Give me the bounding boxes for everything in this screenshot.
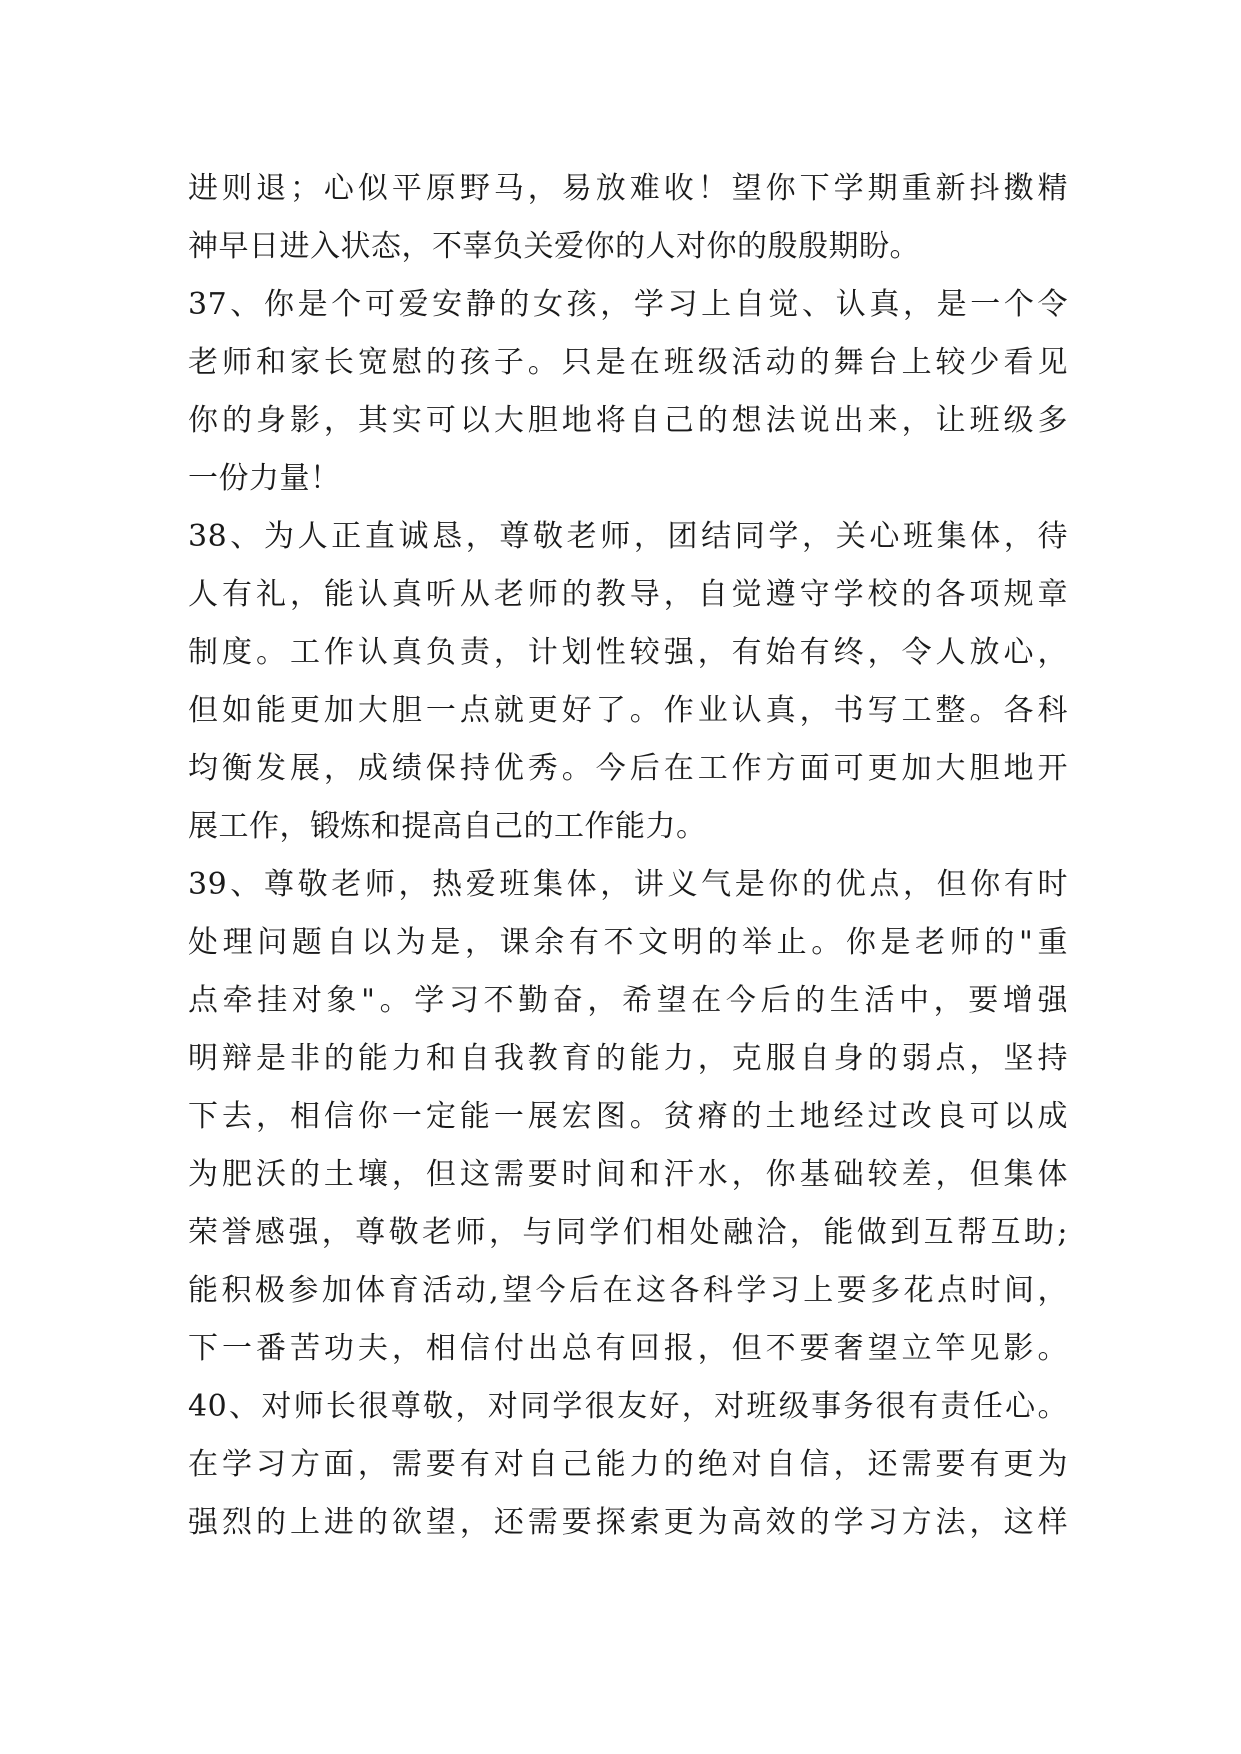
text-line: 37、你是个可爱安静的女孩，学习上自觉、认真，是一个令 xyxy=(188,287,1068,322)
text-line: 下去，相信你一定能一展宏图。贫瘠的土地经过改良可以成 xyxy=(188,1099,1068,1134)
text-line: 下一番苦功夫，相信付出总有回报，但不要奢望立竿见影。 xyxy=(188,1331,1068,1366)
text-line: 点牵挂对象"。学习不勤奋，希望在今后的生活中，要增强 xyxy=(188,983,1068,1018)
text-line: 处理问题自以为是，课余有不文明的举止。你是老师的"重 xyxy=(188,925,1068,960)
text-line: 为肥沃的土壤，但这需要时间和汗水，你基础较差，但集体 xyxy=(188,1157,1068,1192)
text-line: 人有礼，能认真听从老师的教导，自觉遵守学校的各项规章 xyxy=(188,577,1068,612)
text-line: 但如能更加大胆一点就更好了。作业认真，书写工整。各科 xyxy=(188,693,1068,728)
text-line: 能积极参加体育活动,望今后在这各科学习上要多花点时间， xyxy=(188,1273,1068,1308)
text-line: 均衡发展，成绩保持优秀。今后在工作方面可更加大胆地开 xyxy=(188,751,1068,786)
text-line: 39、尊敬老师，热爱班集体，讲义气是你的优点，但你有时 xyxy=(188,867,1068,902)
text-line: 强烈的上进的欲望，还需要探索更为高效的学习方法，这样 xyxy=(188,1505,1068,1540)
text-line: 一份力量！ xyxy=(188,461,341,496)
text-line: 制度。工作认真负责，计划性较强，有始有终，令人放心， xyxy=(188,635,1068,670)
text-line: 你的身影，其实可以大胆地将自己的想法说出来，让班级多 xyxy=(188,403,1068,438)
text-line: 进则退；心似平原野马，易放难收！望你下学期重新抖擞精 xyxy=(188,171,1068,206)
text-line: 荣誉感强，尊敬老师，与同学们相处融洽，能做到互帮互助; xyxy=(188,1215,1068,1250)
text-line: 40、对师长很尊敬，对同学很友好，对班级事务很有责任心。 xyxy=(188,1389,1068,1424)
text-line: 展工作，锻炼和提高自己的工作能力。 xyxy=(188,809,707,844)
text-line: 神早日进入状态，不辜负关爱你的人对你的殷殷期盼。 xyxy=(188,229,920,264)
text-line: 老师和家长宽慰的孩子。只是在班级活动的舞台上较少看见 xyxy=(188,345,1068,380)
text-line: 明辩是非的能力和自我教育的能力，克服自身的弱点，坚持 xyxy=(188,1041,1068,1076)
text-line: 在学习方面，需要有对自己能力的绝对自信，还需要有更为 xyxy=(188,1447,1068,1482)
body-text xyxy=(188,160,1068,1552)
text-line: 38、为人正直诚恳，尊敬老师，团结同学，关心班集体，待 xyxy=(188,519,1068,554)
